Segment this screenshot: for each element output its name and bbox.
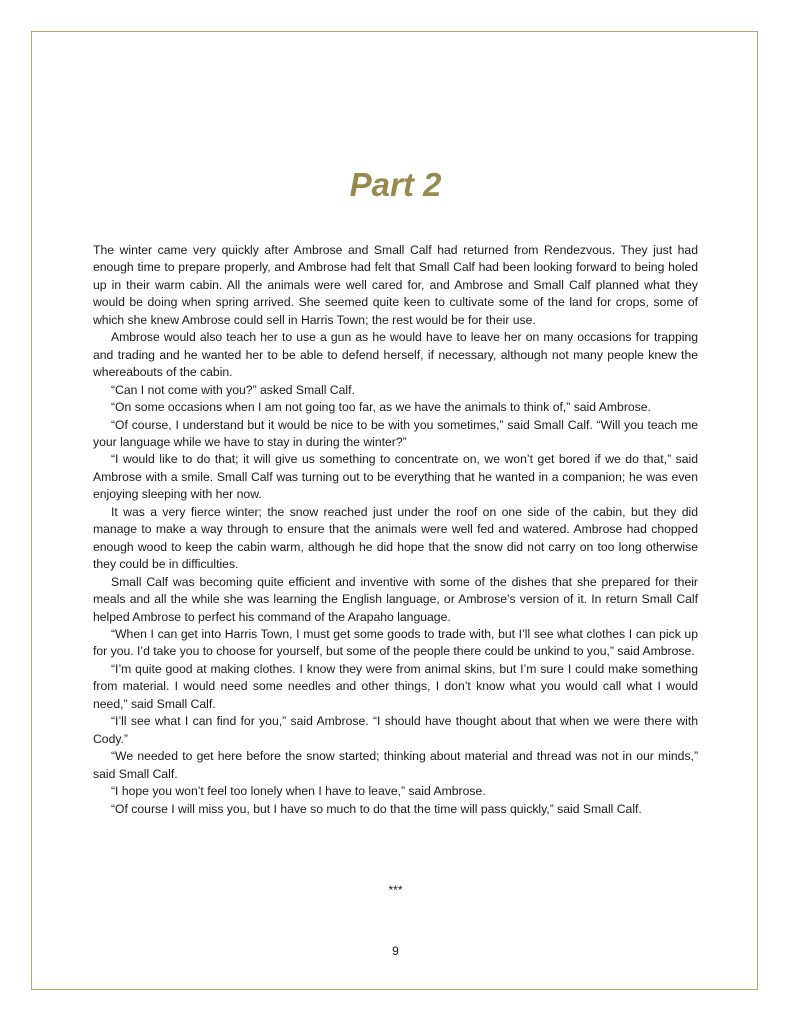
paragraph: It was a very fierce winter; the snow reached just under the roof on one side of the cabin, but they did manage to make a way through to ensure that the animals were well fed and watered. Ambrose had chopped enough wood to keep the cabin warm, although he did hope that the snow did not carry on too long otherwise they could be in difficulties. xyxy=(93,504,698,572)
paragraph: “On some occasions when I am not going too far, as we have the animals to think of,” said Ambrose. xyxy=(111,400,651,415)
section-break: *** xyxy=(388,883,403,897)
paragraph: Small Calf was becoming quite efficient and inventive with some of the dishes that she prepared for their meals and all the while she was learning the English language, or Ambrose’s version of it. In return Small Calf helped Ambrose to perfect his command of the Arapaho language. xyxy=(93,574,698,624)
paragraph: “I’m quite good at making clothes. I know they were from animal skins, but I’m sure I could make something from material. I would need some needles and other things, I don’t know what you would call what I would need,” said Small Calf. xyxy=(93,661,698,711)
paragraph: “Can I not come with you?” asked Small Calf. xyxy=(111,382,355,397)
paragraph: “Of course I will miss you, but I have so much to do that the time will pass quickly,” said Small Calf. xyxy=(111,801,642,816)
body-text xyxy=(93,242,698,818)
page-number: 9 xyxy=(392,944,399,958)
paragraph: “Of course, I understand but it would be nice to be with you sometimes,” said Small Calf. “Will you teach me your language while we have to stay in during the winter?” xyxy=(93,417,698,449)
paragraph: “I’ll see what I can find for you,” said Ambrose. “I should have thought about that when we were there with Cody.” xyxy=(93,714,698,746)
paragraph: “When I can get into Harris Town, I must get some goods to trade with, but I’ll see what clothes I can pick up for you. I’d take you to choose for yourself, but some of the people there could be unkind to you,” said Ambrose. xyxy=(93,626,698,659)
paragraph: Ambrose would also teach her to use a gun as he would have to leave her on many occasions for trapping and trading and he wanted her to be able to defend herself, if necessary, although not many people knew the whereabouts of the cabin. xyxy=(93,330,698,380)
paragraph: “I would like to do that; it will give us something to concentrate on, we won’t get bored if we do that,” said Ambrose with a smile. Small Calf was turning out to be everything that he wanted in a companion; he was even enjoying sleeping with her now. xyxy=(93,452,698,502)
paragraph: The winter came very quickly after Ambrose and Small Calf had returned from Rendezvous. They just had enough time to prepare properly, and Ambrose had felt that Small Calf had been looking forward to being holed up in their warm cabin. All the animals were well cared for, and Ambrose and Small Calf planned what they would be doing when spring arrived. She seemed quite keen to cultivate some of the land for crops, some of which she knew Ambrose could sell in Harris Town; the rest would be for their use. xyxy=(93,243,698,327)
chapter-title: Part 2 xyxy=(349,166,442,203)
paragraph: “I hope you won’t feel too lonely when I have to leave,” said Ambrose. xyxy=(111,784,486,799)
paragraph: “We needed to get here before the snow started; thinking about material and thread was not in our minds,” said Small Calf. xyxy=(93,749,698,781)
